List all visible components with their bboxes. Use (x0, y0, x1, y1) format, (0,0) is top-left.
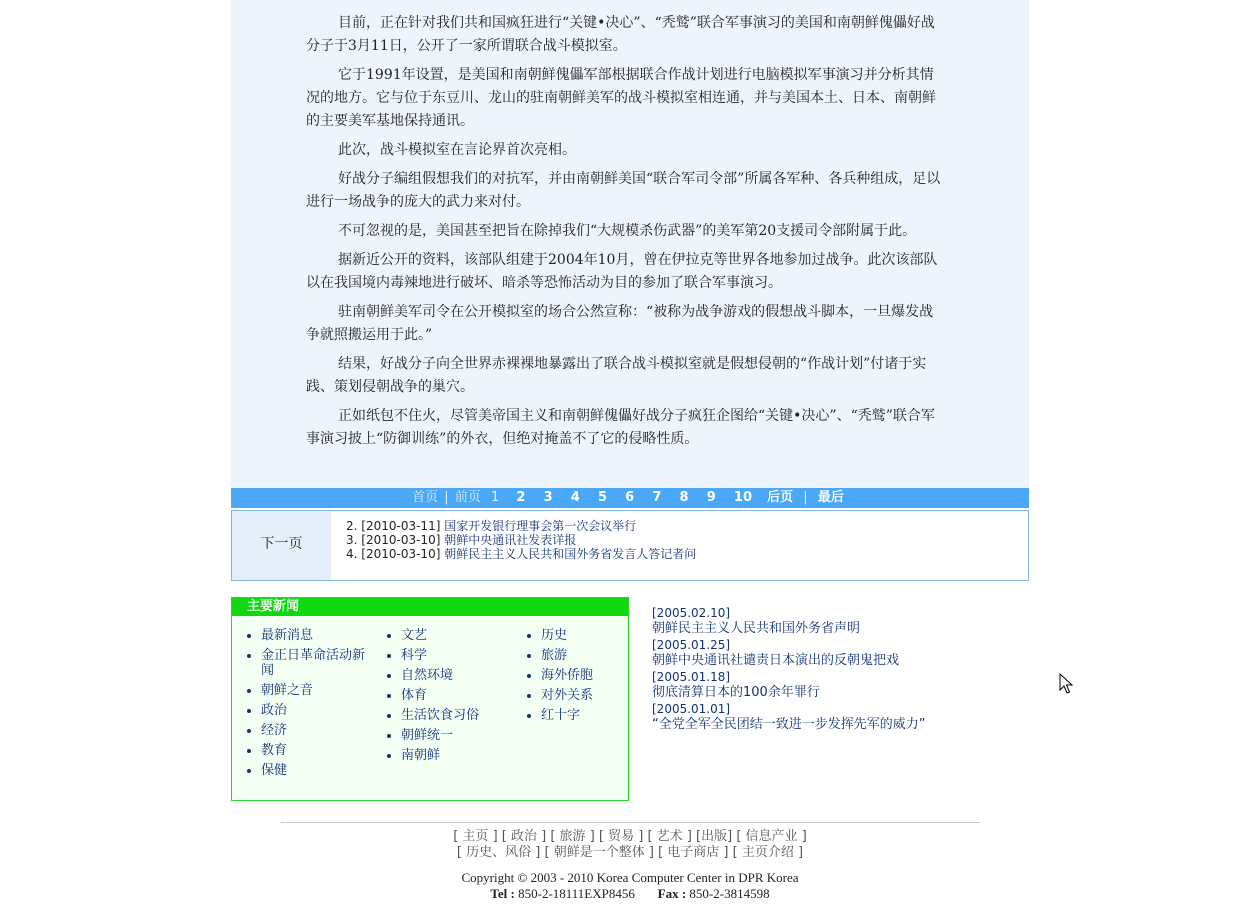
article-paragraph: 它于1991年设置，是美国和南朝鲜傀儡军部根据联合作战计划进行电脑模拟军事演习并分析其情况的地方。它与位于东豆川、龙山的驻南朝鲜美军的战斗模拟室相连通，并与美国本土、日本、南朝鲜的主要美军基地保持通讯。 (306, 67, 936, 129)
footer-link-art[interactable]: 艺术 (656, 829, 683, 844)
main-news-link[interactable]: 朝鲜之音 (246, 683, 366, 698)
item-date: [2010-03-10] (361, 533, 441, 547)
main-news-link[interactable]: 科学 (386, 648, 506, 663)
article-paragraph: 据新近公开的资料，该部队组建于2004年10月，曾在伊拉克等世界各地参加过战争。此次该部队以在我国境内毒辣地进行破坏、暗杀等恐怖活动为目的参加了联合军事演习。 (306, 252, 938, 291)
next-page-list (346, 519, 696, 561)
footer-nav-row: [ 历史、风俗 ] [ 朝鲜是一个整体 ] [ 电子商店 ] [ 主页介绍 ] (456, 845, 804, 860)
main-news-link[interactable]: 海外侨胞 (526, 668, 616, 683)
news-title-link[interactable]: 朝鲜民主主义人民共和国外务省声明 (652, 621, 861, 636)
item-title-link[interactable]: 朝鲜中央通讯社发表详报 (444, 533, 577, 547)
footer-link-it[interactable]: 信息产业 (745, 829, 798, 844)
news-title-link[interactable]: 朝鲜中央通讯社谴责日本演出的反朝鬼把戏 (652, 653, 900, 668)
main-news-link[interactable]: 金正日革命活动新闻 (246, 648, 366, 678)
list-item (652, 670, 1012, 701)
news-date: [2005.01.01] (652, 702, 731, 716)
pager-page-link[interactable]: 5 (597, 490, 608, 505)
list-item (652, 638, 1012, 669)
article-paragraph: 不可忽视的是，美国甚至把旨在除掉我们“大规模杀伤武器”的美军第20支援司令部附属于此。 (338, 223, 917, 239)
main-news-link[interactable]: 旅游 (526, 648, 616, 663)
pager-first-link[interactable]: 首页 (412, 490, 439, 505)
main-news-link[interactable]: 历史 (526, 628, 616, 643)
list-item (652, 606, 1012, 637)
main-news-link[interactable]: 最新消息 (246, 628, 366, 643)
tel-label: Tel : (490, 886, 515, 901)
news-title-link[interactable]: 彻底清算日本的100余年罪行 (652, 685, 820, 700)
footer-nav (231, 829, 1029, 861)
pager-prev-link[interactable]: 前页 (454, 490, 481, 505)
fax-number: 850-2-3814598 (689, 886, 770, 901)
main-news-column (386, 628, 506, 768)
fax-label: Fax : (657, 886, 687, 901)
footer-link-about[interactable]: 主页介绍 (741, 845, 794, 860)
main-news-column (526, 628, 616, 728)
item-number: 2. (346, 519, 358, 533)
news-title-link[interactable]: “全党全军全民团结一致进一步发挥先军的威力” (652, 717, 926, 732)
footer-link-shop[interactable]: 电子商店 (667, 845, 720, 860)
main-news-link[interactable]: 红十字 (526, 708, 616, 723)
list-item[interactable] (346, 547, 696, 561)
footer-nav-row: [ 主页 ] [ 政治 ] [ 旅游 ] [ 贸易 ] [ 艺术 ] [出版] [ 信息产业 ] (453, 829, 807, 844)
article-paragraph: 正如纸包不住火，尽管美帝国主义和南朝鲜傀儡好战分子疯狂企图给“关键•决心”、“秃鹫”联合军事演习披上“防御训练”的外衣，但绝对掩盖不了它的侵略性质。 (306, 408, 935, 447)
article-paragraph: 驻南朝鲜美军司令在公开模拟室的场合公然宣称：“被称为战争游戏的假想战斗脚本，一旦爆发战争就照搬运用于此。” (306, 304, 934, 343)
pager-page-link[interactable]: 7 (652, 490, 662, 505)
article-paragraph: 此次，战斗模拟室在言论界首次亮相。 (338, 142, 576, 158)
footer-divider (281, 822, 980, 823)
article-body (231, 0, 1029, 488)
main-news-link[interactable]: 南朝鲜 (386, 748, 506, 763)
pager-separator: | (803, 490, 808, 505)
main-news-link[interactable]: 体育 (386, 688, 506, 703)
main-news-link[interactable]: 朝鲜统一 (386, 728, 506, 743)
pager-current-page: 1 (490, 490, 500, 505)
footer-link-tourism[interactable]: 旅游 (559, 829, 586, 844)
contact-line (231, 886, 1029, 902)
pager-next-link[interactable]: 后页 (767, 490, 794, 505)
pagination-bar (231, 488, 1029, 508)
article-paragraph: 好战分子编组假想我们的对抗军，并由南朝鲜美国“联合军司令部”所属各军种、各兵种组成，足以进行一场战争的庞大的武力来对付。 (306, 171, 941, 210)
main-news-link[interactable]: 政治 (246, 703, 366, 718)
news-date: [2005.01.25] (652, 638, 731, 652)
main-news-link[interactable]: 经济 (246, 723, 366, 738)
list-item (652, 702, 1012, 733)
footer-link-politics[interactable]: 政治 (510, 829, 537, 844)
pager-page-link[interactable]: 4 (570, 490, 580, 505)
next-page-label: 下一页 (232, 511, 331, 580)
news-date: [2005.02.10] (652, 606, 731, 620)
item-date: [2010-03-10] (361, 547, 441, 561)
main-news-title: 主要新闻 (232, 598, 628, 616)
list-item[interactable] (346, 519, 696, 533)
footer-link-publishing[interactable]: 出版 (701, 829, 728, 844)
main-news-link[interactable]: 教育 (246, 743, 366, 758)
main-news-link[interactable]: 生活饮食习俗 (386, 708, 506, 723)
main-news-link[interactable]: 对外关系 (526, 688, 616, 703)
article-paragraph: 目前，正在针对我们共和国疯狂进行“关键•决心”、“秃鹫”联合军事演习的美国和南朝鲜傀儡好战分子于3月11日，公开了一家所谓联合战斗模拟室。 (306, 15, 935, 54)
main-news-link[interactable]: 保健 (246, 763, 366, 778)
item-number: 4. (346, 547, 358, 561)
item-number: 3. (346, 533, 358, 547)
news-date: [2005.01.18] (652, 670, 731, 684)
main-news-link[interactable]: 文艺 (386, 628, 506, 643)
copyright-block (231, 870, 1029, 902)
pager-last-link[interactable]: 最后 (817, 490, 844, 505)
footer-link-home[interactable]: 主页 (462, 829, 489, 844)
copyright-text: Copyright © 2003 - 2010 Korea Computer Center in DPR Korea (461, 870, 799, 885)
pager-page-link[interactable]: 6 (625, 490, 635, 505)
side-news-list (652, 606, 1012, 734)
main-news-column (246, 628, 366, 783)
main-news-box (231, 597, 629, 801)
pager-separator: | (444, 490, 449, 505)
footer-link-history[interactable]: 历史、风俗 (466, 845, 532, 860)
mouse-pointer-icon (1059, 673, 1073, 695)
tel-number: 850-2-18111EXP8456 (518, 886, 635, 901)
pager-page-link[interactable]: 3 (543, 490, 553, 505)
article-paragraph: 结果，好战分子向全世界赤裸裸地暴露出了联合战斗模拟室就是假想侵朝的“作战计划”付诸于实践、策划侵朝战争的巢穴。 (306, 356, 927, 395)
next-page-box (231, 510, 1029, 581)
main-news-link[interactable]: 自然环境 (386, 668, 506, 683)
list-item[interactable] (346, 533, 696, 547)
item-title-link[interactable]: 国家开发银行理事会第一次会议举行 (444, 519, 637, 533)
item-title-link[interactable]: 朝鲜民主主义人民共和国外务省发言人答记者问 (444, 547, 697, 561)
footer-link-trade[interactable]: 贸易 (608, 829, 635, 844)
pager-page-link[interactable]: 8 (679, 490, 689, 505)
item-date: [2010-03-11] (361, 519, 441, 533)
pager-page-link[interactable]: 10 (733, 490, 752, 505)
footer-link-korea-one[interactable]: 朝鲜是一个整体 (553, 845, 645, 860)
pager-page-link[interactable]: 9 (706, 490, 716, 505)
pager-page-link[interactable]: 2 (516, 490, 526, 505)
